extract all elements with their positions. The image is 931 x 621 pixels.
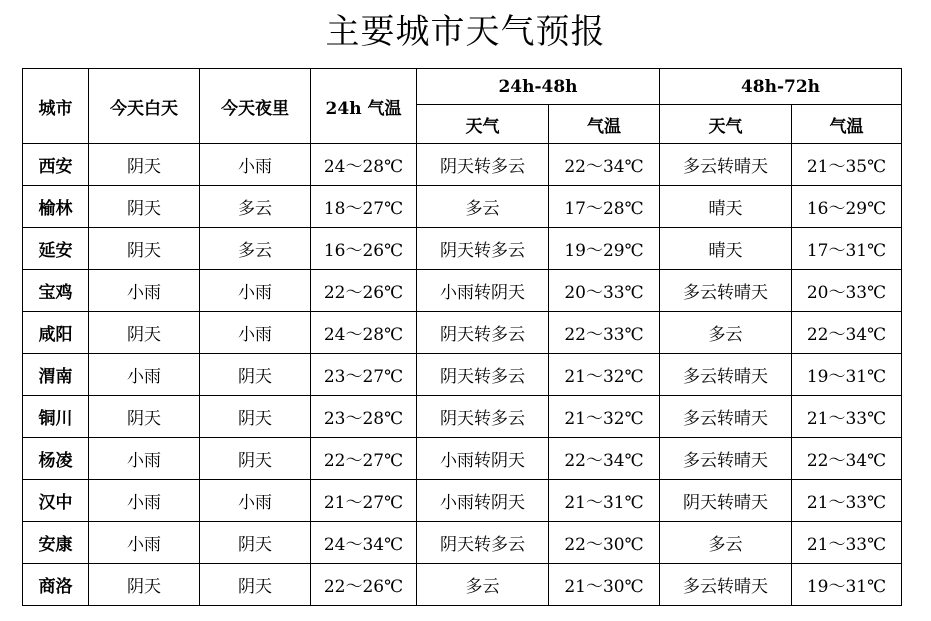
cell-weather-72h: 多云转晴天 bbox=[660, 144, 792, 186]
cell-today-day: 阴天 bbox=[89, 564, 200, 606]
cell-temp-72h: 22～34℃ bbox=[792, 438, 902, 480]
cell-temp-72h: 16～29℃ bbox=[792, 186, 902, 228]
cell-today-day: 阴天 bbox=[89, 144, 200, 186]
cell-today-night: 多云 bbox=[200, 186, 311, 228]
cell-temp-24h: 16～26℃ bbox=[311, 228, 417, 270]
cell-today-day: 阴天 bbox=[89, 396, 200, 438]
cell-temp-72h: 19～31℃ bbox=[792, 354, 902, 396]
cell-weather-48h: 阴天转多云 bbox=[417, 144, 549, 186]
cell-today-day: 小雨 bbox=[89, 522, 200, 564]
cell-weather-72h: 多云转晴天 bbox=[660, 564, 792, 606]
cell-temp-24h: 18～27℃ bbox=[311, 186, 417, 228]
cell-temp-72h: 19～31℃ bbox=[792, 564, 902, 606]
cell-temp-24h: 22～26℃ bbox=[311, 564, 417, 606]
cell-city: 西安 bbox=[23, 144, 89, 186]
cell-weather-72h: 多云 bbox=[660, 522, 792, 564]
table-row bbox=[23, 186, 902, 228]
cell-today-night: 小雨 bbox=[200, 144, 311, 186]
table-row bbox=[23, 522, 902, 564]
cell-city: 汉中 bbox=[23, 480, 89, 522]
header-group-24-48: 24h-48h bbox=[417, 69, 660, 105]
cell-temp-48h: 22～34℃ bbox=[549, 438, 660, 480]
cell-today-day: 阴天 bbox=[89, 312, 200, 354]
cell-today-night: 阴天 bbox=[200, 564, 311, 606]
cell-temp-72h: 21～33℃ bbox=[792, 522, 902, 564]
cell-today-day: 小雨 bbox=[89, 438, 200, 480]
cell-temp-24h: 23～27℃ bbox=[311, 354, 417, 396]
cell-today-night: 阴天 bbox=[200, 522, 311, 564]
cell-today-day: 阴天 bbox=[89, 186, 200, 228]
header-temp-72: 气温 bbox=[792, 105, 902, 144]
header-today-night: 今天夜里 bbox=[200, 69, 311, 144]
table-row bbox=[23, 228, 902, 270]
cell-today-day: 小雨 bbox=[89, 354, 200, 396]
cell-today-day: 小雨 bbox=[89, 270, 200, 312]
cell-weather-48h: 小雨转阴天 bbox=[417, 480, 549, 522]
cell-weather-48h: 多云 bbox=[417, 186, 549, 228]
header-group-48-72: 48h-72h bbox=[660, 69, 902, 105]
cell-temp-72h: 20～33℃ bbox=[792, 270, 902, 312]
forecast-table bbox=[22, 68, 902, 606]
cell-temp-48h: 22～34℃ bbox=[549, 144, 660, 186]
table-row bbox=[23, 270, 902, 312]
cell-temp-24h: 21～27℃ bbox=[311, 480, 417, 522]
cell-weather-72h: 多云转晴天 bbox=[660, 438, 792, 480]
table-row bbox=[23, 480, 902, 522]
cell-weather-48h: 阴天转多云 bbox=[417, 312, 549, 354]
cell-temp-72h: 22～34℃ bbox=[792, 312, 902, 354]
page-title: 主要城市天气预报 bbox=[325, 12, 606, 52]
table-body bbox=[23, 144, 902, 606]
cell-today-night: 小雨 bbox=[200, 480, 311, 522]
table-row bbox=[23, 438, 902, 480]
header-weather-48: 天气 bbox=[417, 105, 549, 144]
cell-weather-72h: 晴天 bbox=[660, 228, 792, 270]
cell-today-night: 小雨 bbox=[200, 312, 311, 354]
cell-today-night: 小雨 bbox=[200, 270, 311, 312]
header-today-day: 今天白天 bbox=[89, 69, 200, 144]
cell-temp-72h: 21～35℃ bbox=[792, 144, 902, 186]
cell-temp-48h: 17～28℃ bbox=[549, 186, 660, 228]
cell-weather-48h: 阴天转多云 bbox=[417, 354, 549, 396]
cell-temp-24h: 24～28℃ bbox=[311, 312, 417, 354]
cell-temp-48h: 21～32℃ bbox=[549, 396, 660, 438]
cell-city: 商洛 bbox=[23, 564, 89, 606]
cell-temp-72h: 17～31℃ bbox=[792, 228, 902, 270]
cell-temp-48h: 21～31℃ bbox=[549, 480, 660, 522]
cell-city: 杨凌 bbox=[23, 438, 89, 480]
cell-temp-72h: 21～33℃ bbox=[792, 396, 902, 438]
table-row bbox=[23, 564, 902, 606]
cell-today-day: 阴天 bbox=[89, 228, 200, 270]
table-row bbox=[23, 144, 902, 186]
cell-weather-48h: 小雨转阴天 bbox=[417, 270, 549, 312]
cell-weather-48h: 阴天转多云 bbox=[417, 228, 549, 270]
cell-temp-48h: 19～29℃ bbox=[549, 228, 660, 270]
table-row bbox=[23, 354, 902, 396]
cell-city: 宝鸡 bbox=[23, 270, 89, 312]
cell-temp-48h: 20～33℃ bbox=[549, 270, 660, 312]
cell-temp-24h: 23～28℃ bbox=[311, 396, 417, 438]
cell-temp-24h: 22～26℃ bbox=[311, 270, 417, 312]
cell-weather-72h: 多云转晴天 bbox=[660, 396, 792, 438]
cell-city: 咸阳 bbox=[23, 312, 89, 354]
cell-weather-72h: 多云 bbox=[660, 312, 792, 354]
cell-temp-24h: 22～27℃ bbox=[311, 438, 417, 480]
cell-today-night: 阴天 bbox=[200, 354, 311, 396]
cell-city: 榆林 bbox=[23, 186, 89, 228]
cell-weather-48h: 阴天转多云 bbox=[417, 522, 549, 564]
cell-weather-72h: 晴天 bbox=[660, 186, 792, 228]
cell-city: 铜川 bbox=[23, 396, 89, 438]
table-row bbox=[23, 312, 902, 354]
cell-weather-48h: 阴天转多云 bbox=[417, 396, 549, 438]
cell-today-night: 多云 bbox=[200, 228, 311, 270]
header-temp-48: 气温 bbox=[549, 105, 660, 144]
cell-city: 延安 bbox=[23, 228, 89, 270]
cell-temp-48h: 22～30℃ bbox=[549, 522, 660, 564]
cell-temp-24h: 24～28℃ bbox=[311, 144, 417, 186]
cell-today-night: 阴天 bbox=[200, 438, 311, 480]
cell-weather-72h: 多云转晴天 bbox=[660, 354, 792, 396]
header-city: 城市 bbox=[23, 69, 89, 144]
cell-today-night: 阴天 bbox=[200, 396, 311, 438]
cell-temp-48h: 22～33℃ bbox=[549, 312, 660, 354]
cell-city: 安康 bbox=[23, 522, 89, 564]
header-weather-72: 天气 bbox=[660, 105, 792, 144]
cell-temp-24h: 24～34℃ bbox=[311, 522, 417, 564]
cell-weather-48h: 小雨转阴天 bbox=[417, 438, 549, 480]
cell-weather-72h: 多云转晴天 bbox=[660, 270, 792, 312]
table-row bbox=[23, 396, 902, 438]
cell-temp-48h: 21～32℃ bbox=[549, 354, 660, 396]
cell-weather-48h: 多云 bbox=[417, 564, 549, 606]
cell-city: 渭南 bbox=[23, 354, 89, 396]
cell-today-day: 小雨 bbox=[89, 480, 200, 522]
cell-temp-72h: 21～33℃ bbox=[792, 480, 902, 522]
cell-weather-72h: 阴天转晴天 bbox=[660, 480, 792, 522]
header-temp-24h: 24h 气温 bbox=[311, 69, 417, 144]
cell-temp-48h: 21～30℃ bbox=[549, 564, 660, 606]
